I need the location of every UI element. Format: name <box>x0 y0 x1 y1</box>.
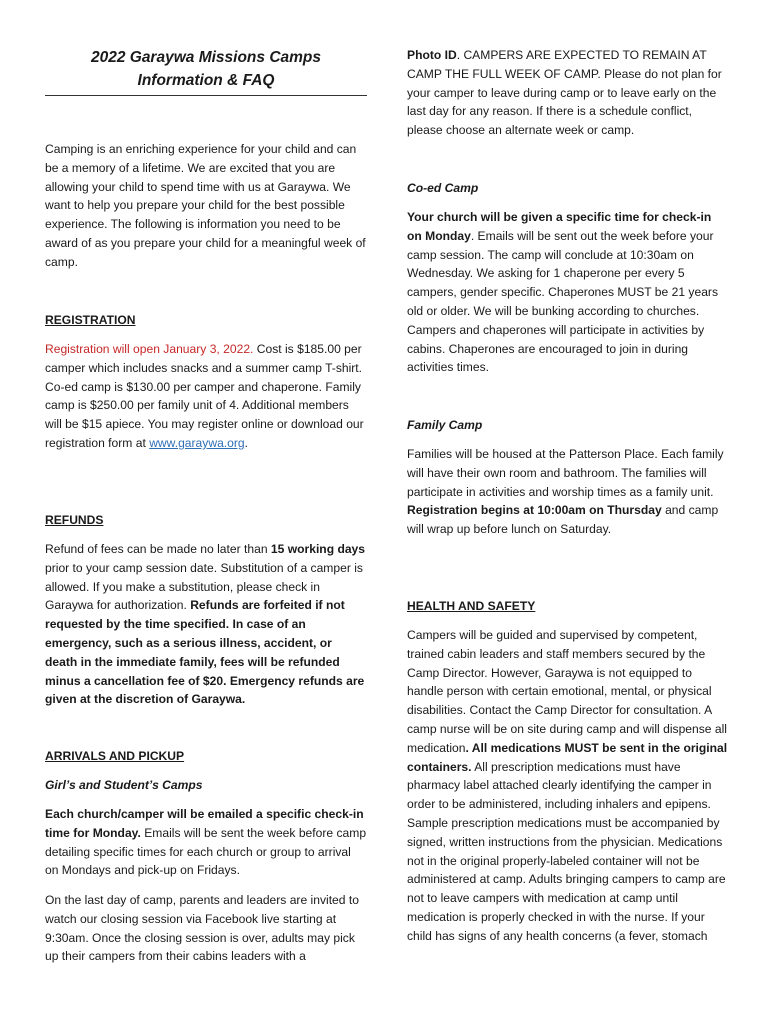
registration-heading: REGISTRATION <box>45 313 136 327</box>
coed-camp-paragraph: Your church will be given a specific time for check-in on Monday. Emails will be sent out the week before your camp session. The camp will conclude at 10:30am on Wednesday. We asking for 1 chaperone per every 5 campers, gender specific. Chaperones MUST be 21 years old or older. We will be bunking according to churches. Campers and chaperones will participate in activities by cabins. Chaperones are encouraged to join in during activities times. <box>407 210 719 375</box>
title-line-1: 2022 Garaywa Missions Camps <box>90 49 322 66</box>
family-camp-paragraph: Families will be housed at the Patterson Place. Each family will have their own room and bathroom. The families will participate in activities and worship times as a family unit. Registration begins at 10:00am on Thursday and camp will wrap up before lunch on Saturday. <box>407 447 724 537</box>
registration-paragraph: Registration will open January 3, 2022. Cost is $185.00 per camper which includes snacks and a summer camp T-shirt. Co-ed camp is $130.00 per camper and chaperone. Family camp is $250.00 per family unit of 4. Additional members will be $15 apiece. You may register online or download our registration form at www.garaywa.org. <box>45 342 364 450</box>
arrivals-paragraph-2: On the last day of camp, parents and leaders are invited to watch our closing session via Facebook live starting at 9:30am. Once the closing session is over, adults may pick up their campers from their cabins leaders with a <box>45 893 359 964</box>
arrivals-paragraph-1: Each church/camper will be emailed a specific check-in time for Monday. Emails will be sent the week before camp detailing specific times for each church or group to arrival on Mondays and pick-up on Fridays. <box>45 807 367 878</box>
girls-students-camps-subheading: Girl’s and Student’s Camps <box>45 778 203 792</box>
photo-id-paragraph: Photo ID. CAMPERS ARE EXPECTED TO REMAIN AT CAMP THE FULL WEEK OF CAMP. Please do not plan for your camper to leave during camp or to leave early on the last day for any reason. If there is a schedule conflict, please choose an alternate week or camp. <box>407 48 722 138</box>
health-safety-heading: HEALTH AND SAFETY <box>407 599 536 613</box>
arrivals-heading: ARRIVALS AND PICKUP <box>45 749 185 763</box>
refunds-heading: REFUNDS <box>45 513 104 527</box>
garaywa-website-link[interactable]: www.garaywa.org <box>149 435 245 450</box>
registration-open-date: Registration will open January 3, 2022. <box>45 342 254 356</box>
refunds-paragraph: Refund of fees can be made no later than 15 working days prior to your camp session date. Substitution of a camper is allowed. If you make a substitution, please check in Garaywa for authorization. Refunds are forfeited if not requested by the time specified. In case of an emergency, such as a serious illness, accident, or death in the immediate family, fees will be refunded minus a cancellation fee of $20. Emergency refunds are given at the discretion of Garaywa. <box>45 542 366 707</box>
coed-camp-subheading: Co-ed Camp <box>407 181 479 195</box>
health-safety-paragraph: Campers will be guided and supervised by competent, trained cabin leaders and staff members secured by the Camp Director. However, Garaywa is not equipped to handle person with certain emotional, mental, or physical disabilities. Contact the Camp Director for consultation. A camp nurse will be on site during camp and will dispense all medication. All medications MUST be sent in the original containers. All prescription medications must have pharmacy label attached clearly identifying the camper in order to be administered, including inhalers and epipens. Sample prescription medications must be accompanied by signed, written instructions from the physician. Medications not in the original properly-labeled container will not be administered at camp. Adults bringing campers to camp are not to leave campers with medication at camp until medication is properly checked in with the nurse. If your child has signs of any health concerns (a fever, stomach <box>407 628 728 943</box>
page-title <box>45 46 367 96</box>
intro-paragraph: Camping is an enriching experience for your child and can be a memory of a lifetime. We are excited that you are allowing your child to spend time with us at Garaywa. We want to help you prepare your child for the best possible experience. The following is information you need to be award of as you prepare your child for a meaningful week of camp. <box>45 142 366 269</box>
registration-body: Cost is $185.00 per camper which includes snacks and a summer camp T-shirt. Co-ed camp is $130.00 per camper and chaperone. Family camp is $250.00 per family unit of 4. Additional members will be $15 apiece. You may register online or download our registration form at <box>45 342 364 450</box>
title-line-2: Information & FAQ <box>137 72 275 89</box>
family-camp-subheading: Family Camp <box>407 418 483 432</box>
